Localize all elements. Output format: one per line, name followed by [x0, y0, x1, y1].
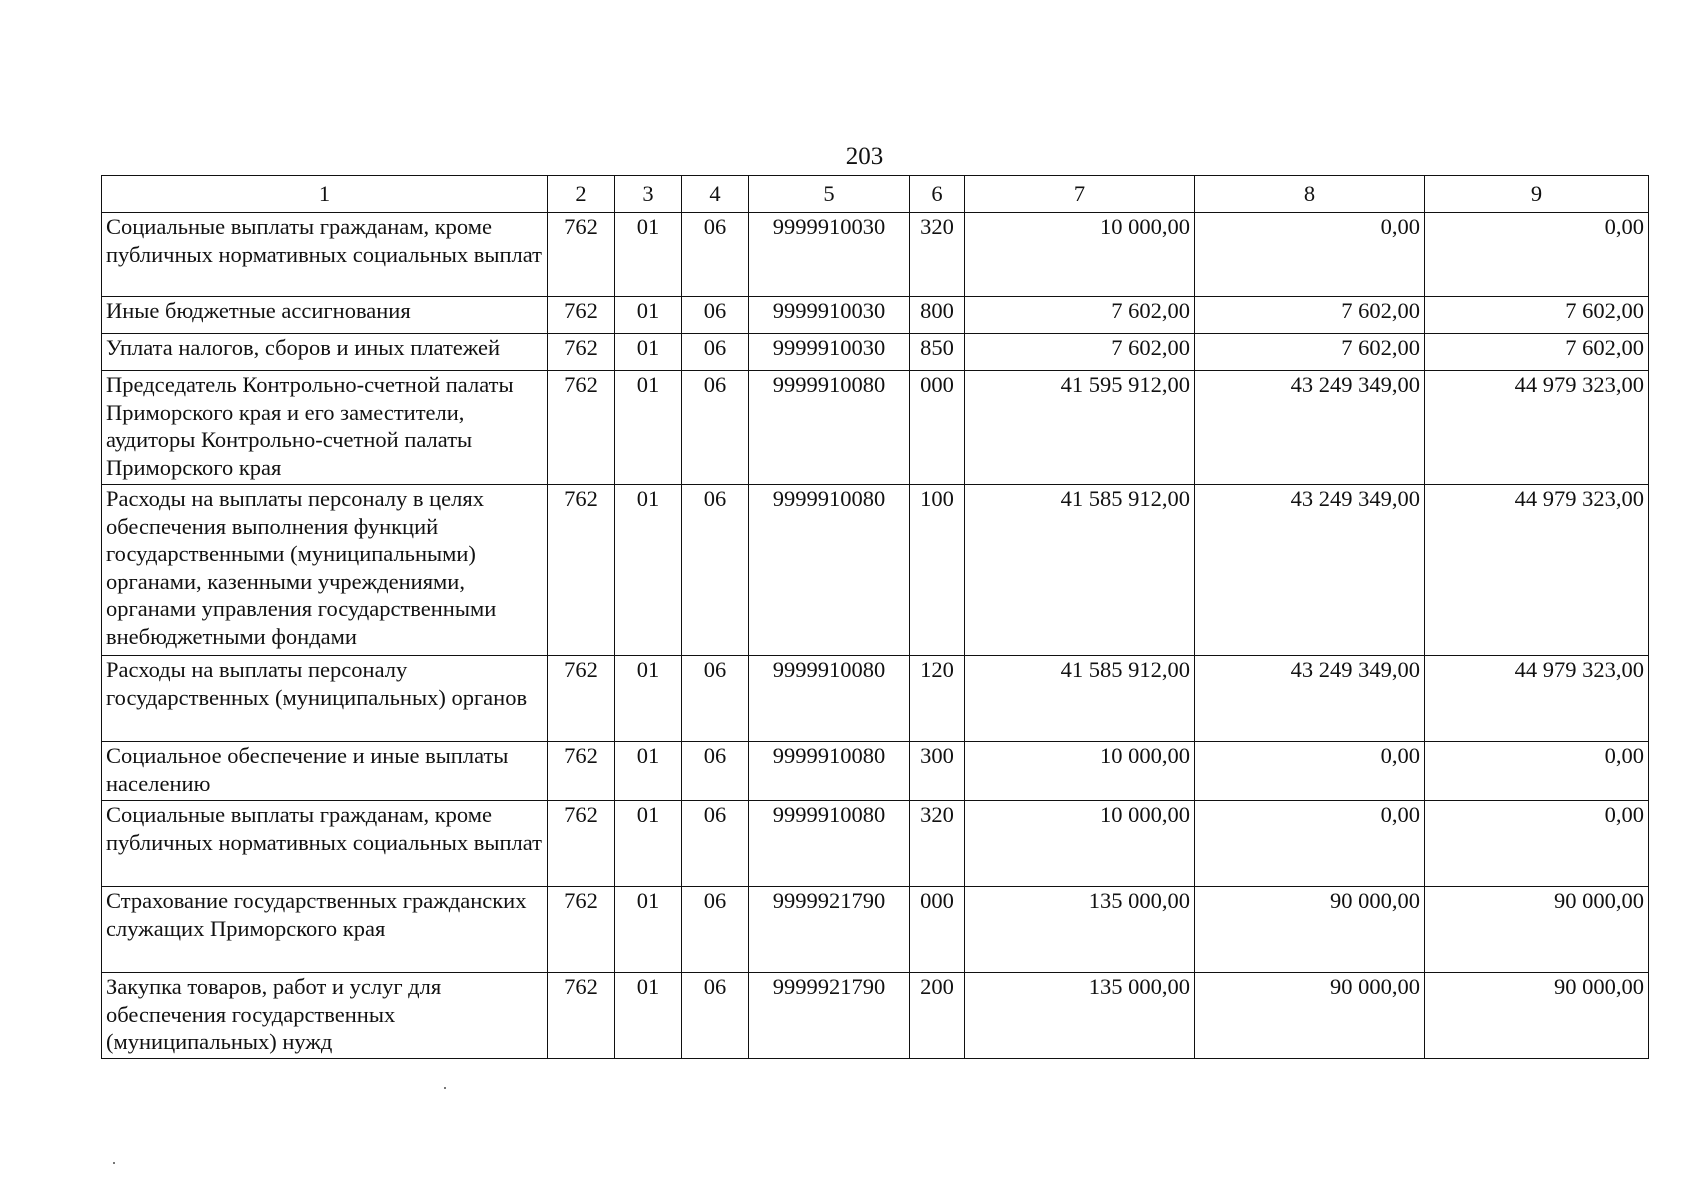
code-cell: 01	[615, 656, 682, 742]
amount-cell: 41 585 912,00	[965, 656, 1195, 742]
table-row	[102, 887, 1649, 973]
table-row	[102, 656, 1649, 742]
row-name-cell: Социальное обеспечение и иные выплаты населению	[102, 742, 548, 801]
amount-cell: 41 595 912,00	[965, 371, 1195, 485]
code-cell: 01	[615, 213, 682, 297]
code-cell: 100	[910, 485, 965, 656]
code-cell: 9999910080	[749, 656, 910, 742]
amount-cell: 135 000,00	[965, 973, 1195, 1059]
code-cell: 9999910080	[749, 371, 910, 485]
code-cell: 01	[615, 297, 682, 334]
header-cell: 8	[1195, 176, 1425, 213]
row-name-cell: Расходы на выплаты персоналу в целях обеспечения выполнения функций государственными (муниципальными) органами, казенными учреждениями, органами управления государственными внебюджетными фондами	[102, 485, 548, 656]
code-cell: 120	[910, 656, 965, 742]
budget-table	[101, 175, 1649, 1059]
table-row	[102, 973, 1649, 1059]
table-row	[102, 801, 1649, 887]
code-cell: 762	[548, 485, 615, 656]
code-cell: 9999910030	[749, 297, 910, 334]
code-cell: 01	[615, 887, 682, 973]
code-cell: 9999921790	[749, 973, 910, 1059]
code-cell: 06	[682, 801, 749, 887]
code-cell: 9999910080	[749, 801, 910, 887]
code-cell: 320	[910, 801, 965, 887]
code-cell: 01	[615, 334, 682, 371]
code-cell: 000	[910, 887, 965, 973]
code-cell: 762	[548, 742, 615, 801]
code-cell: 06	[682, 973, 749, 1059]
code-cell: 01	[615, 371, 682, 485]
table-row	[102, 485, 1649, 656]
code-cell: 9999910030	[749, 213, 910, 297]
header-cell: 1	[102, 176, 548, 213]
code-cell: 06	[682, 887, 749, 973]
code-cell: 762	[548, 801, 615, 887]
amount-cell: 0,00	[1195, 801, 1425, 887]
header-cell: 6	[910, 176, 965, 213]
code-cell: 06	[682, 334, 749, 371]
row-name-cell: Председатель Контрольно-счетной палаты Приморского края и его заместители, аудиторы Контрольно-счетной палаты Приморского края	[102, 371, 548, 485]
code-cell: 762	[548, 371, 615, 485]
header-cell: 5	[749, 176, 910, 213]
code-cell: 01	[615, 742, 682, 801]
code-cell: 800	[910, 297, 965, 334]
amount-cell: 7 602,00	[1195, 334, 1425, 371]
header-cell: 9	[1425, 176, 1649, 213]
code-cell: 01	[615, 973, 682, 1059]
row-name-cell: Социальные выплаты гражданам, кроме публичных нормативных социальных выплат	[102, 801, 548, 887]
header-cell: 3	[615, 176, 682, 213]
row-name-cell: Расходы на выплаты персоналу государственных (муниципальных) органов	[102, 656, 548, 742]
header-cell: 4	[682, 176, 749, 213]
amount-cell: 0,00	[1425, 742, 1649, 801]
code-cell: 762	[548, 334, 615, 371]
amount-cell: 7 602,00	[1195, 297, 1425, 334]
amount-cell: 10 000,00	[965, 742, 1195, 801]
page-number: 203	[845, 143, 884, 170]
amount-cell: 43 249 349,00	[1195, 485, 1425, 656]
amount-cell: 90 000,00	[1195, 887, 1425, 973]
code-cell: 000	[910, 371, 965, 485]
row-name-cell: Иные бюджетные ассигнования	[102, 297, 548, 334]
table-row	[102, 297, 1649, 334]
scan-speck	[113, 1162, 115, 1164]
amount-cell: 135 000,00	[965, 887, 1195, 973]
amount-cell: 7 602,00	[965, 334, 1195, 371]
table-row	[102, 371, 1649, 485]
code-cell: 06	[682, 485, 749, 656]
row-name-cell: Уплата налогов, сборов и иных платежей	[102, 334, 548, 371]
code-cell: 9999910080	[749, 742, 910, 801]
code-cell: 06	[682, 213, 749, 297]
amount-cell: 0,00	[1425, 801, 1649, 887]
amount-cell: 41 585 912,00	[965, 485, 1195, 656]
amount-cell: 10 000,00	[965, 213, 1195, 297]
amount-cell: 90 000,00	[1425, 887, 1649, 973]
amount-cell: 10 000,00	[965, 801, 1195, 887]
code-cell: 06	[682, 742, 749, 801]
table-row	[102, 742, 1649, 801]
amount-cell: 44 979 323,00	[1425, 371, 1649, 485]
amount-cell: 0,00	[1195, 742, 1425, 801]
code-cell: 06	[682, 656, 749, 742]
code-cell: 06	[682, 371, 749, 485]
code-cell: 762	[548, 656, 615, 742]
code-cell: 762	[548, 213, 615, 297]
code-cell: 01	[615, 801, 682, 887]
row-name-cell: Социальные выплаты гражданам, кроме публичных нормативных социальных выплат	[102, 213, 548, 297]
row-name-cell: Закупка товаров, работ и услуг для обеспечения государственных (муниципальных) нужд	[102, 973, 548, 1059]
amount-cell: 44 979 323,00	[1425, 656, 1649, 742]
code-cell: 9999910080	[749, 485, 910, 656]
code-cell: 320	[910, 213, 965, 297]
code-cell: 762	[548, 297, 615, 334]
amount-cell: 7 602,00	[965, 297, 1195, 334]
amount-cell: 90 000,00	[1425, 973, 1649, 1059]
code-cell: 762	[548, 973, 615, 1059]
scan-speck	[444, 1087, 446, 1089]
amount-cell: 43 249 349,00	[1195, 371, 1425, 485]
code-cell: 9999910030	[749, 334, 910, 371]
code-cell: 9999921790	[749, 887, 910, 973]
code-cell: 06	[682, 297, 749, 334]
amount-cell: 44 979 323,00	[1425, 485, 1649, 656]
code-cell: 300	[910, 742, 965, 801]
header-row	[102, 176, 1649, 213]
table-row	[102, 213, 1649, 297]
header-cell: 7	[965, 176, 1195, 213]
code-cell: 850	[910, 334, 965, 371]
code-cell: 200	[910, 973, 965, 1059]
code-cell: 01	[615, 485, 682, 656]
row-name-cell: Страхование государственных гражданских служащих Приморского края	[102, 887, 548, 973]
amount-cell: 43 249 349,00	[1195, 656, 1425, 742]
header-cell: 2	[548, 176, 615, 213]
amount-cell: 7 602,00	[1425, 334, 1649, 371]
table-row	[102, 334, 1649, 371]
code-cell: 762	[548, 887, 615, 973]
amount-cell: 0,00	[1425, 213, 1649, 297]
amount-cell: 90 000,00	[1195, 973, 1425, 1059]
amount-cell: 0,00	[1195, 213, 1425, 297]
amount-cell: 7 602,00	[1425, 297, 1649, 334]
